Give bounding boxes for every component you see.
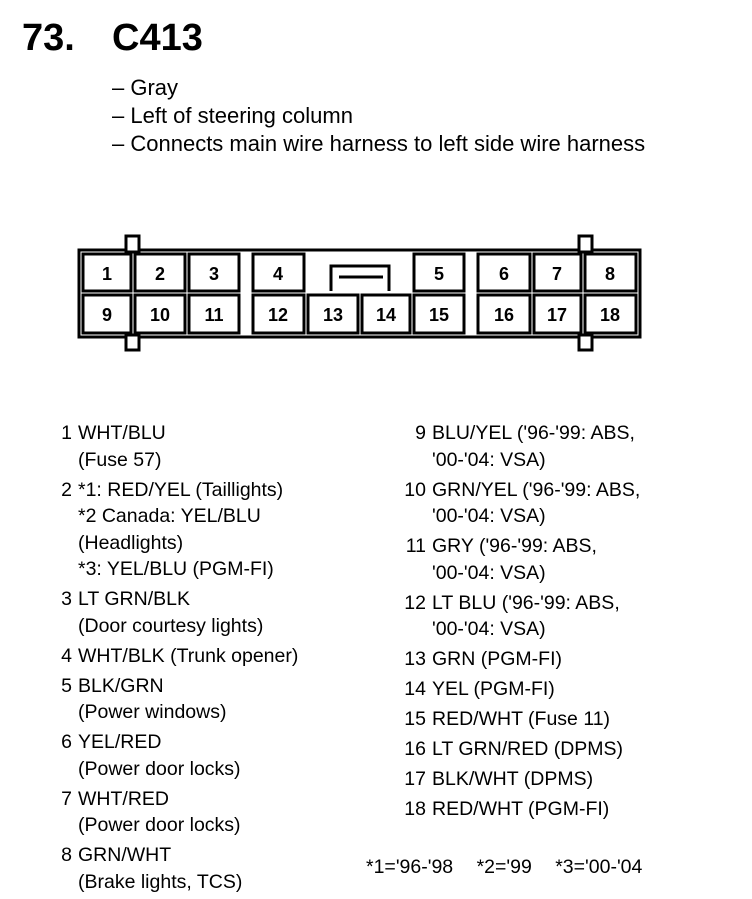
pin-label-11: 11 bbox=[204, 305, 224, 325]
pin-number: 6 bbox=[61, 731, 72, 753]
pin-wire-color: WHT/BLU bbox=[78, 422, 166, 444]
pin-label-13: 13 bbox=[322, 305, 344, 325]
pin-number: 16 bbox=[404, 738, 426, 760]
description-color: – Gray bbox=[112, 74, 645, 102]
footnote-3: *3='00-'04 bbox=[555, 856, 643, 878]
pin-wire-color: GRY ('96-'99: ABS, bbox=[432, 535, 597, 557]
pin-entry-4 bbox=[54, 643, 374, 673]
pin-wire-color: BLK/WHT (DPMS) bbox=[432, 768, 594, 790]
pin-wire-color: LT GRN/BLK bbox=[78, 588, 190, 610]
pin-entry-12 bbox=[404, 590, 748, 647]
pin-label-6: 6 bbox=[498, 264, 510, 284]
pin-wire-color: LT GRN/RED (DPMS) bbox=[432, 738, 624, 760]
pin-wire-color: YEL (PGM-FI) bbox=[432, 678, 555, 700]
pin-entry-1 bbox=[54, 420, 374, 477]
pin-wire-color: YEL/RED bbox=[78, 731, 162, 753]
connector-tab-bottom-right bbox=[579, 335, 592, 350]
pin-wire-color: WHT/BLK (Trunk opener) bbox=[78, 644, 299, 667]
pin-wire-color: *3: YEL/BLU (PGM-FI) bbox=[78, 558, 274, 580]
pin-circuit: (Power door locks) bbox=[78, 757, 241, 780]
pin-circuit: '00-'04: VSA) bbox=[432, 505, 546, 527]
pin-circuit: '00-'04: VSA) bbox=[432, 618, 546, 640]
pin-number: 9 bbox=[415, 422, 426, 444]
connector-tab-bottom-left bbox=[126, 335, 139, 350]
pin-label-4: 4 bbox=[272, 264, 284, 284]
pin-label-7: 7 bbox=[551, 264, 563, 284]
pin-entry-18 bbox=[404, 796, 748, 826]
pin-number: 5 bbox=[61, 674, 72, 697]
pin-wire-color: LT BLU ('96-'99: ABS, bbox=[432, 591, 620, 614]
connector-tab-top-right bbox=[579, 236, 592, 252]
pin-wire-color: RED/WHT (Fuse 11) bbox=[432, 708, 611, 730]
pin-circuit: (Brake lights, TCS) bbox=[78, 870, 243, 893]
pin-number: 15 bbox=[404, 708, 426, 730]
pin-entry-8 bbox=[54, 842, 374, 899]
pin-circuit: '00-'04: VSA) bbox=[432, 448, 546, 471]
pin-circuit: (Headlights) bbox=[78, 531, 184, 554]
pin-number: 10 bbox=[404, 478, 426, 501]
pin-entry-9 bbox=[408, 420, 748, 477]
pin-circuit: (Power door locks) bbox=[78, 814, 241, 836]
pin-label-3: 3 bbox=[208, 264, 220, 284]
pin-label-18: 18 bbox=[599, 305, 621, 325]
pin-wire-color: RED/WHT (PGM-FI) bbox=[432, 798, 610, 820]
pin-label-2: 2 bbox=[154, 264, 166, 284]
footnote-2: *2='99 bbox=[476, 856, 532, 878]
pin-entry-11 bbox=[405, 533, 748, 590]
pin-number: 14 bbox=[404, 678, 426, 700]
pin-label-5: 5 bbox=[433, 264, 445, 284]
pin-wire-color: GRN/YEL ('96-'99: ABS, bbox=[432, 478, 641, 501]
description-function: – Connects main wire harness to left side wire harness bbox=[112, 130, 645, 158]
footnote-1: *1='96-'98 bbox=[366, 856, 454, 878]
pin-number: 18 bbox=[404, 798, 426, 820]
pin-label-14: 14 bbox=[375, 305, 397, 325]
connector-index: 73. bbox=[22, 17, 75, 59]
pin-entry-16 bbox=[404, 736, 748, 766]
pin-label-15: 15 bbox=[428, 305, 450, 325]
connector-face-diagram bbox=[0, 0, 752, 380]
pin-entry-13 bbox=[404, 646, 748, 676]
pin-number: 2 bbox=[61, 478, 72, 501]
pin-number: 7 bbox=[61, 787, 72, 810]
pin-label-10: 10 bbox=[149, 305, 171, 325]
pin-label-9: 9 bbox=[101, 305, 113, 325]
pin-entry-17 bbox=[404, 766, 748, 796]
pin-number: 1 bbox=[61, 422, 72, 444]
description-location: – Left of steering column bbox=[112, 102, 645, 130]
pin-number: 3 bbox=[61, 588, 72, 610]
pin-label-8: 8 bbox=[604, 264, 616, 284]
pin-label-1: 1 bbox=[101, 264, 113, 284]
pin-entry-3 bbox=[54, 586, 374, 643]
pin-number: 13 bbox=[404, 648, 426, 670]
pin-number: 12 bbox=[404, 591, 426, 614]
pin-wire-color: GRN/WHT bbox=[78, 844, 172, 866]
pin-entry-14 bbox=[404, 676, 748, 706]
pin-entry-10 bbox=[404, 477, 748, 534]
pin-circuit: (Door courtesy lights) bbox=[78, 614, 264, 637]
pin-number: 4 bbox=[61, 644, 72, 667]
pin-label-16: 16 bbox=[493, 305, 515, 325]
pin-wire-color: WHT/RED bbox=[78, 787, 169, 810]
pin-circuit: '00-'04: VSA) bbox=[432, 561, 546, 584]
pin-entry-7 bbox=[54, 786, 374, 843]
pin-wire-color: *1: RED/YEL (Taillights) bbox=[78, 478, 284, 501]
pin-label-17: 17 bbox=[546, 305, 568, 325]
pin-circuit: (Fuse 57) bbox=[78, 448, 162, 471]
pin-number: 8 bbox=[61, 844, 72, 866]
pin-list-right bbox=[404, 420, 748, 826]
connector-code: C413 bbox=[112, 17, 203, 59]
pin-entry-5 bbox=[54, 673, 374, 730]
pin-list-left bbox=[54, 420, 374, 899]
pin-wire-color: *2 Canada: YEL/BLU bbox=[78, 505, 261, 527]
pin-entry-15 bbox=[404, 706, 748, 736]
pin-wire-color: BLK/GRN bbox=[78, 674, 164, 697]
connector-tab-top-left bbox=[126, 236, 139, 252]
pin-label-12: 12 bbox=[267, 305, 289, 325]
pin-entry-6 bbox=[54, 729, 374, 786]
pin-entry-2 bbox=[54, 477, 374, 587]
year-footnotes bbox=[366, 856, 660, 879]
pin-number: 11 bbox=[405, 535, 426, 557]
pin-number: 17 bbox=[404, 768, 426, 790]
pin-circuit: (Power windows) bbox=[78, 701, 227, 723]
pin-wire-color: BLU/YEL ('96-'99: ABS, bbox=[432, 422, 635, 444]
pin-wire-color: GRN (PGM-FI) bbox=[432, 648, 562, 670]
